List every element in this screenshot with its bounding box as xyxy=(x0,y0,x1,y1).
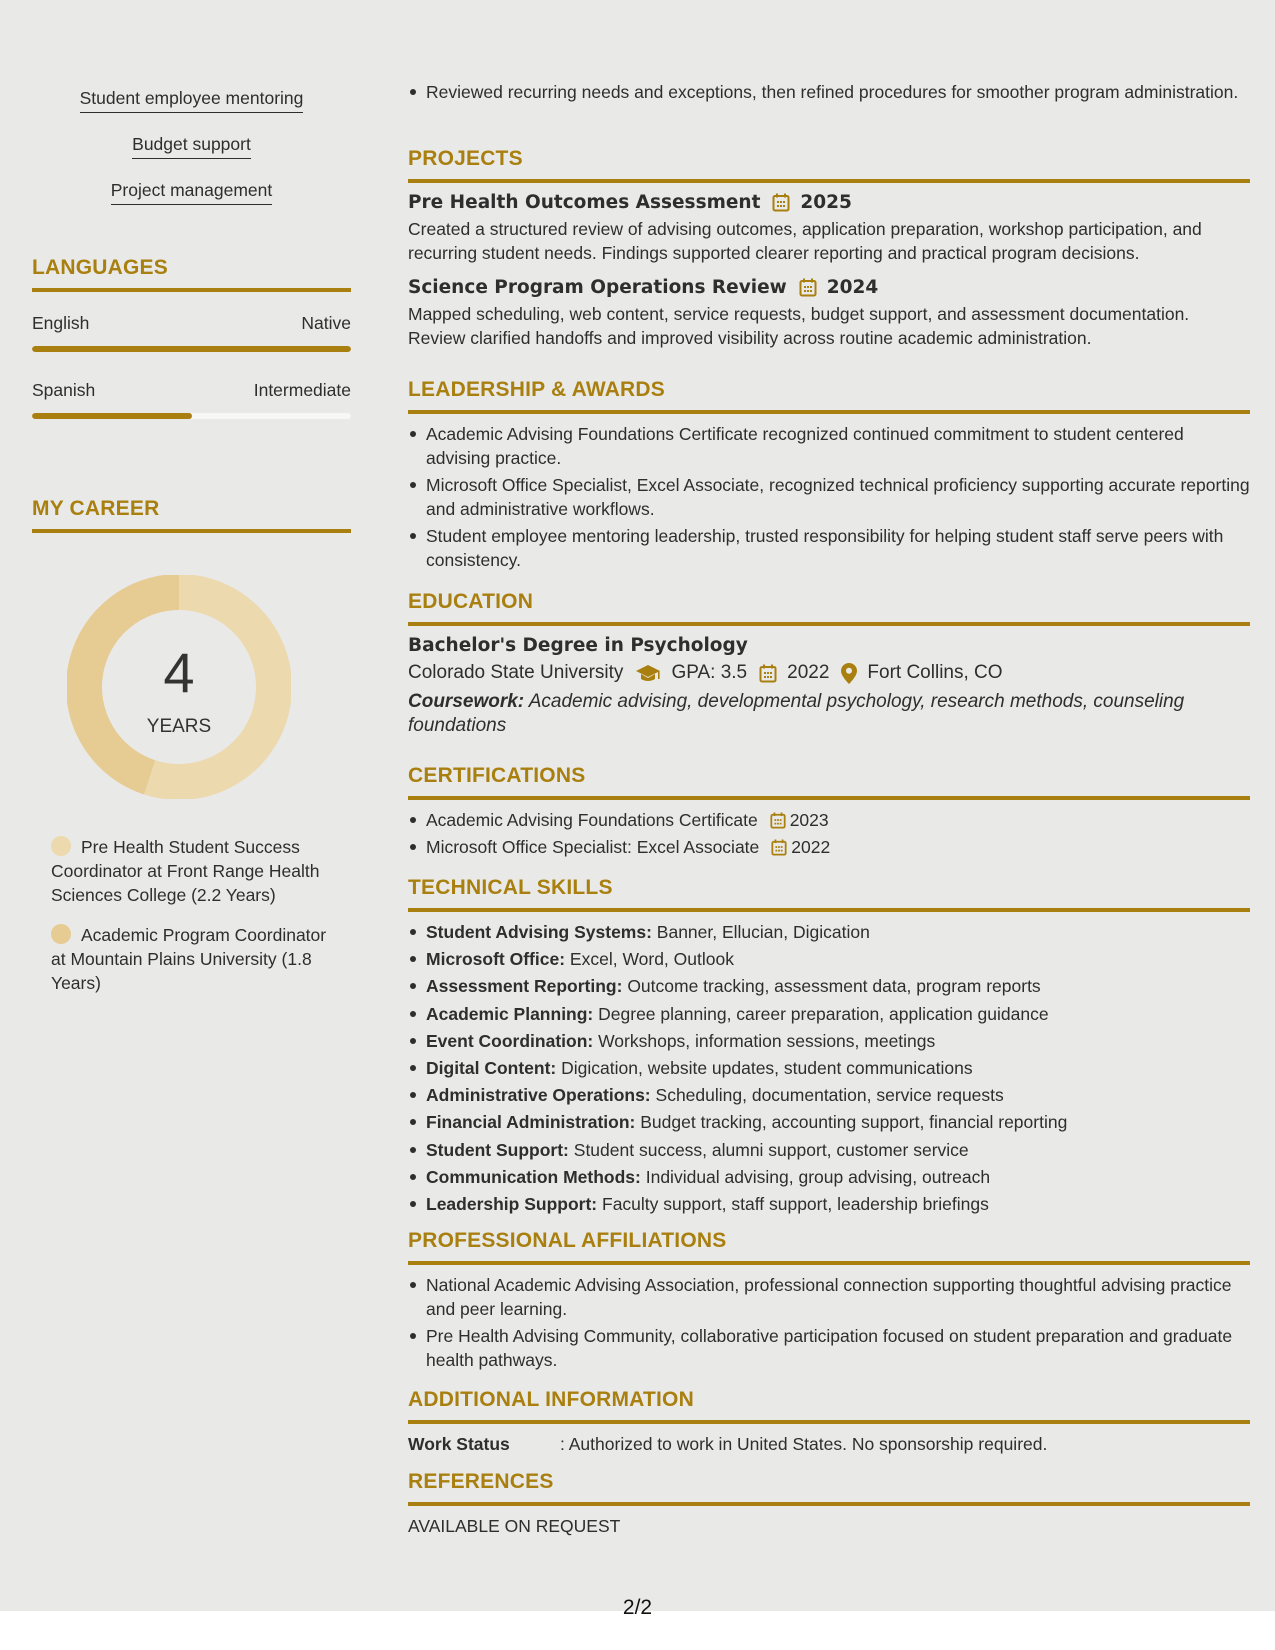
skill-value: Digication, website updates, student communications xyxy=(561,1058,973,1079)
section-rule xyxy=(408,622,1250,626)
skill-label: Academic Planning: xyxy=(426,1003,594,1024)
graduation-year: 2022 xyxy=(787,662,830,683)
career-total: 4 xyxy=(163,641,195,704)
legend-dot xyxy=(51,836,71,856)
work-status-value: : Authorized to work in United States. No sponsorship required. xyxy=(560,1434,1048,1454)
list-item xyxy=(408,1110,1250,1134)
section-title: CERTIFICATIONS xyxy=(408,764,586,787)
skill-value: Budget tracking, accounting support, financial reporting xyxy=(640,1112,1068,1133)
list-item: Microsoft Office Specialist, Excel Associate, recognized technical proficiency supporting accurate reporting and administrative workflows. xyxy=(408,473,1250,521)
calendar-icon xyxy=(772,193,790,212)
section-title: PROJECTS xyxy=(408,147,523,170)
project-name: Pre Health Outcomes Assessment xyxy=(408,192,761,213)
career-donut xyxy=(67,575,291,799)
list-item xyxy=(408,1029,1250,1053)
references-section xyxy=(408,1470,1250,1538)
education-meta xyxy=(408,662,1250,684)
list-item: Student employee mentoring leadership, trusted responsibility for helping student staff serve peers with consistency. xyxy=(408,524,1250,572)
language-bar-fill xyxy=(32,413,192,419)
coursework xyxy=(408,690,1250,738)
certification-year: 2022 xyxy=(791,837,831,857)
references-text: AVAILABLE ON REQUEST xyxy=(408,1516,621,1536)
project-item xyxy=(408,192,1250,265)
career-legend-text: Academic Program Coordinator at Mountain Plains University (1.8 Years) xyxy=(51,925,327,993)
language-level: Intermediate xyxy=(253,380,351,400)
project-year: 2024 xyxy=(826,277,879,298)
skill-link[interactable]: Student employee mentoring xyxy=(80,88,304,113)
experience-bullets xyxy=(408,80,1250,107)
technical-skills-section xyxy=(408,876,1250,1219)
calendar-icon xyxy=(799,278,817,297)
section-rule xyxy=(408,410,1250,414)
language-name: English xyxy=(32,313,90,333)
skills-list xyxy=(32,88,351,226)
list-item: Academic Advising Foundations Certificate recognized continued commitment to student centered advising practice. xyxy=(408,422,1250,470)
list-item xyxy=(408,947,1250,971)
list-item xyxy=(408,1192,1250,1216)
skill-label: Assessment Reporting: xyxy=(426,976,623,997)
language-item xyxy=(32,380,351,419)
section-title: REFERENCES xyxy=(408,1470,554,1493)
skill-label: Administrative Operations: xyxy=(426,1085,651,1106)
graduation-cap-icon xyxy=(635,664,661,683)
gpa: GPA: 3.5 xyxy=(671,662,748,683)
career-unit: YEARS xyxy=(146,716,212,737)
coursework-label: Coursework: xyxy=(408,691,525,712)
skill-label: Student Support: xyxy=(426,1139,569,1160)
work-status-row xyxy=(408,1432,1250,1456)
section-rule xyxy=(32,529,351,533)
section-rule xyxy=(408,1261,1250,1265)
section-rule xyxy=(408,179,1250,183)
certification-name: Academic Advising Foundations Certificate xyxy=(426,810,758,830)
skill-label: Student Advising Systems: xyxy=(426,922,652,942)
location-pin-icon xyxy=(841,663,857,684)
certification-item xyxy=(408,835,1250,859)
project-item xyxy=(408,277,1250,350)
section-title: EDUCATION xyxy=(408,590,534,613)
section-title: ADDITIONAL INFORMATION xyxy=(408,1388,694,1411)
section-rule xyxy=(408,1502,1250,1506)
skill-label: Financial Administration: xyxy=(426,1112,636,1133)
list-item xyxy=(408,1002,1250,1026)
career-legend-text: Pre Health Student Success Coordinator at Front Range Health Sciences College (2.2 Years) xyxy=(51,837,320,905)
list-item: National Academic Advising Association, professional connection supporting thoughtful advising practice and peer learning. xyxy=(408,1273,1250,1321)
section-title: MY CAREER xyxy=(32,497,160,520)
legend-dot xyxy=(51,924,71,944)
list-item xyxy=(408,1138,1250,1162)
section-rule xyxy=(408,796,1250,800)
language-bar xyxy=(32,413,351,419)
certifications-section xyxy=(408,764,1250,862)
additional-info-section xyxy=(408,1388,1250,1456)
skill-label: Leadership Support: xyxy=(426,1194,598,1215)
section-title: LANGUAGES xyxy=(32,256,168,279)
skill-value: Banner, Ellucian, Digication xyxy=(656,922,870,942)
skill-value: Degree planning, career preparation, application guidance xyxy=(598,1003,1049,1024)
education-section xyxy=(408,590,1250,738)
career-legend xyxy=(51,835,331,1011)
list-item xyxy=(408,974,1250,998)
calendar-icon xyxy=(771,839,787,856)
degree-title: Bachelor's Degree in Psychology xyxy=(408,635,748,656)
list-item: Pre Health Advising Community, collaborative participation focused on student preparation and graduate health pathways. xyxy=(408,1324,1250,1372)
project-description: Mapped scheduling, web content, service requests, budget support, and assessment documentation. Review clarified handoffs and improved visibility across routine academic administration. xyxy=(408,304,1190,348)
project-description: Created a structured review of advising outcomes, application preparation, workshop participation, and recurring student needs. Findings supported clearer reporting and practical program decisions. xyxy=(408,219,1202,263)
language-bar-fill xyxy=(32,346,351,352)
list-item xyxy=(408,1083,1250,1107)
skill-value: Workshops, information sessions, meetings xyxy=(598,1030,936,1051)
career-legend-item xyxy=(51,835,331,907)
skill-value: Student success, alumni support, customer service xyxy=(573,1139,969,1160)
skill-label: Digital Content: xyxy=(426,1058,557,1079)
skill-link[interactable]: Budget support xyxy=(132,134,251,159)
list-item xyxy=(408,1165,1250,1189)
section-title: PROFESSIONAL AFFILIATIONS xyxy=(408,1229,727,1252)
languages-section xyxy=(32,256,351,419)
career-legend-item xyxy=(51,923,331,995)
calendar-icon xyxy=(759,664,777,683)
skill-label: Communication Methods: xyxy=(426,1166,641,1187)
technical-skills-list xyxy=(408,920,1250,1216)
project-year: 2025 xyxy=(800,192,852,213)
skill-value: Scheduling, documentation, service requests xyxy=(655,1085,1004,1106)
skill-link[interactable]: Project management xyxy=(111,180,272,205)
certification-year: 2023 xyxy=(789,810,829,830)
certifications-list xyxy=(408,808,1250,859)
affiliations-section xyxy=(408,1229,1250,1375)
coursework-text: Academic advising, developmental psychology, research methods, counseling foundations xyxy=(408,691,1185,736)
affiliations-list xyxy=(408,1273,1250,1372)
calendar-icon xyxy=(770,812,786,829)
project-name: Science Program Operations Review xyxy=(408,277,787,298)
skill-value: Outcome tracking, assessment data, program reports xyxy=(627,976,1041,997)
school-name: Colorado State University xyxy=(408,662,624,683)
page-number: 2/2 xyxy=(622,1596,653,1619)
skill-label: Microsoft Office: xyxy=(426,949,566,970)
list-item xyxy=(408,1056,1250,1080)
certification-item xyxy=(408,808,1250,832)
projects-section xyxy=(408,147,1250,350)
section-rule xyxy=(408,908,1250,912)
language-level: Native xyxy=(301,313,351,333)
leadership-list xyxy=(408,422,1250,572)
skill-value: Excel, Word, Outlook xyxy=(569,949,734,970)
list-item xyxy=(408,920,1250,944)
skill-value: Faculty support, staff support, leadership briefings xyxy=(602,1194,989,1215)
skill-value: Individual advising, group advising, outreach xyxy=(645,1166,991,1187)
list-item: Reviewed recurring needs and exceptions, then refined procedures for smoother program administration. xyxy=(408,80,1250,104)
section-title: LEADERSHIP & AWARDS xyxy=(408,378,665,401)
language-bar xyxy=(32,346,351,352)
section-rule xyxy=(408,1420,1250,1424)
leadership-section xyxy=(408,378,1250,575)
language-item xyxy=(32,313,351,352)
language-name: Spanish xyxy=(32,380,96,400)
section-title: TECHNICAL SKILLS xyxy=(408,876,613,899)
location: Fort Collins, CO xyxy=(867,662,1003,683)
certification-name: Microsoft Office Specialist: Excel Associate xyxy=(426,837,760,857)
section-rule xyxy=(32,288,351,292)
skill-label: Event Coordination: xyxy=(426,1030,594,1051)
career-section xyxy=(32,497,351,993)
work-status-label: Work Status xyxy=(408,1434,510,1454)
